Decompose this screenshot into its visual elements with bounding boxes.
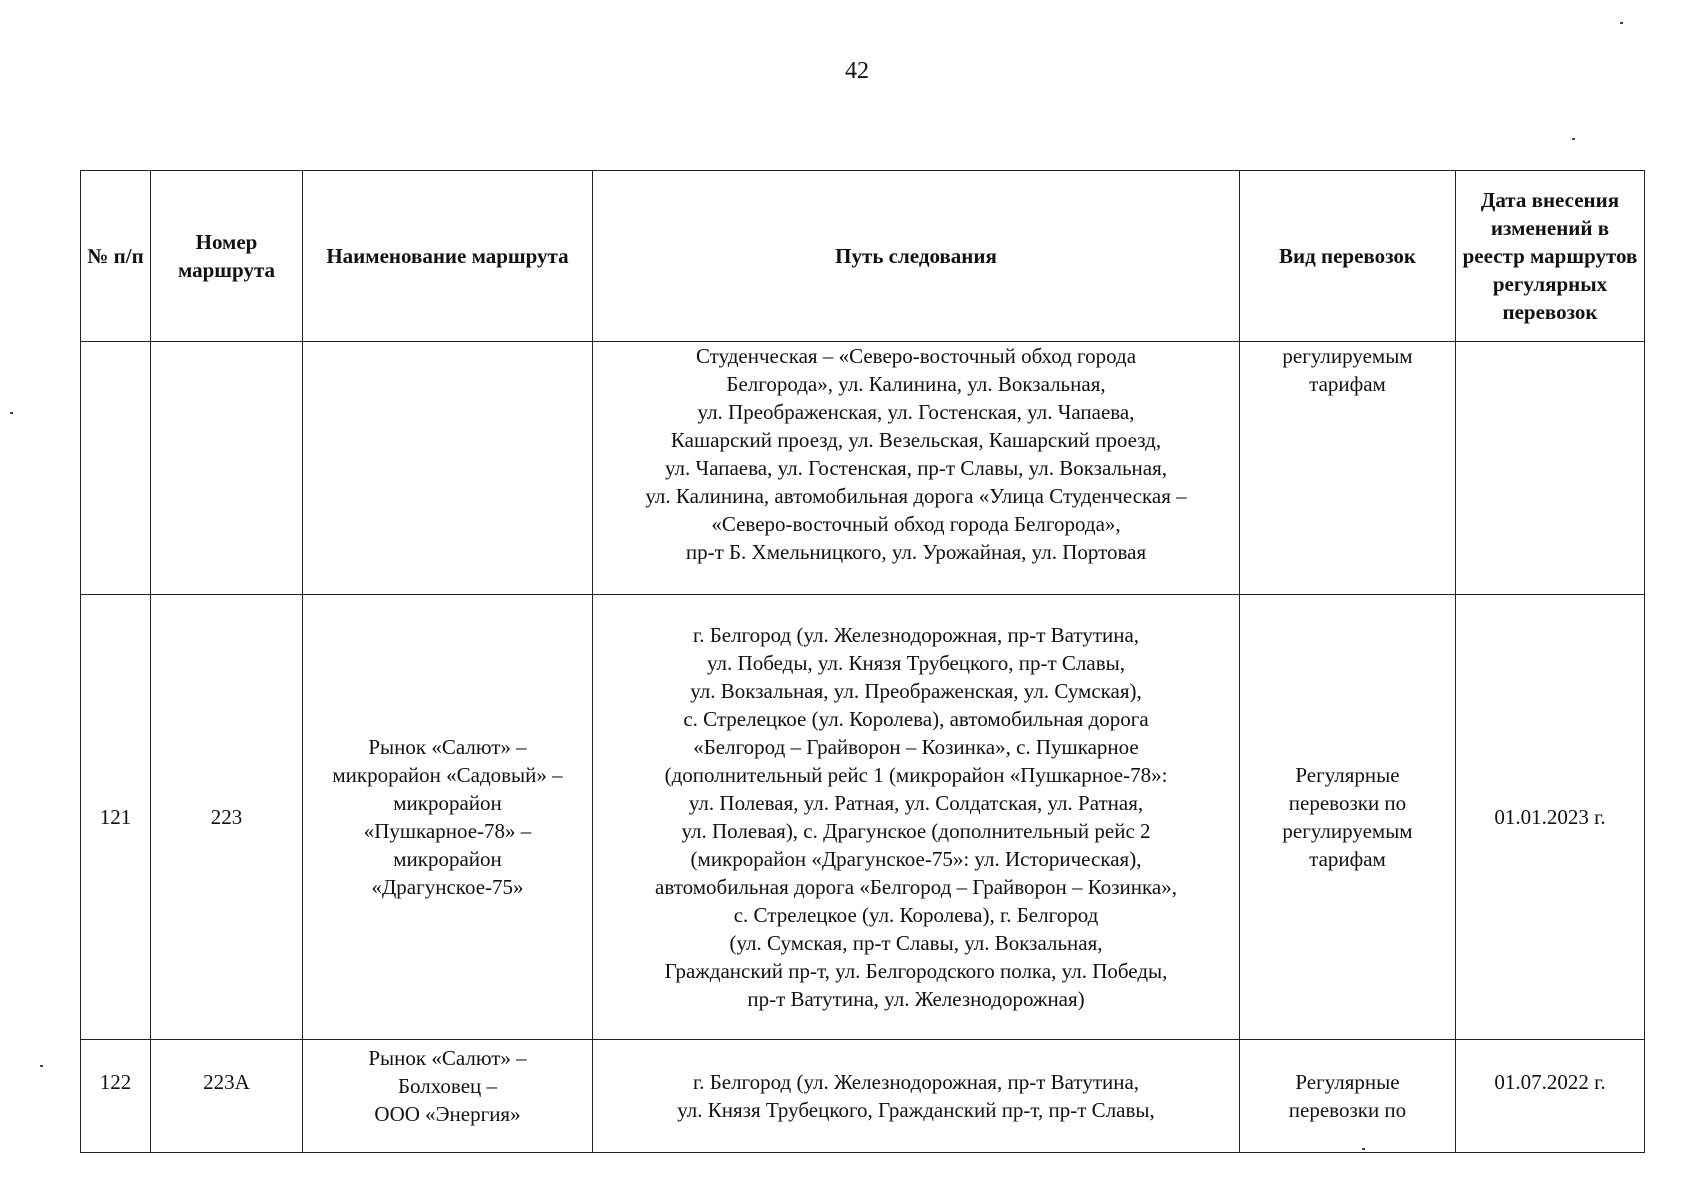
route-name-line: микрорайон [393, 847, 502, 871]
table-row [81, 595, 1645, 1040]
route-name-line: «Пушкарное-78» – [363, 819, 532, 843]
path-line: ул. Князя Трубецкого, Гражданский пр-т, пр-т Славы, [677, 1098, 1155, 1122]
routes-registry-table [80, 170, 1645, 1153]
cell-date: 01.01.2023 г. [1456, 595, 1645, 1040]
scan-speck [1362, 1148, 1365, 1150]
cell-route-number: 223 [151, 595, 303, 1040]
scan-speck [1620, 22, 1623, 24]
route-name-line: микрорайон [393, 791, 502, 815]
table-header-row [81, 171, 1645, 342]
path-line: Гражданский пр-т, ул. Белгородского полка, ул. Победы, [664, 959, 1168, 983]
path-line: Белгорода», ул. Калинина, ул. Вокзальная, [726, 372, 1106, 396]
path-line: с. Стрелецкое (ул. Королева), автомобильная дорога [683, 707, 1149, 731]
cell-num: 122 [81, 1040, 151, 1153]
transport-type-line: перевозки по [1288, 1098, 1407, 1122]
header-transport-type: Вид перевозок [1240, 171, 1456, 342]
route-name-line: Болховец – [397, 1074, 498, 1098]
route-name-line: «Драгунское-75» [371, 875, 524, 899]
scan-speck [40, 1065, 43, 1067]
transport-type-line: тарифам [1309, 847, 1386, 871]
path-line: ул. Победы, ул. Князя Трубецкого, пр-т Славы, [706, 651, 1126, 675]
path-line: с. Стрелецкое (ул. Королева), г. Белгород [733, 903, 1099, 927]
cell-route-name [303, 342, 593, 595]
cell-num [81, 342, 151, 595]
cell-route-name [303, 1040, 593, 1153]
header-num: № п/п [81, 171, 151, 342]
path-line: г. Белгород (ул. Железнодорожная, пр-т Ватутина, [692, 623, 1140, 647]
cell-transport-type [1240, 595, 1456, 1040]
header-route-number: Номер маршрута [151, 171, 303, 342]
cell-path [593, 1040, 1240, 1153]
table-row [81, 342, 1645, 595]
transport-type-line: Регулярные [1295, 763, 1400, 787]
path-line: ул. Чапаева, ул. Гостенская, пр-т Славы, ул. Вокзальная, [664, 456, 1167, 480]
transport-type-line: регулируемым [1282, 819, 1413, 843]
cell-date: 01.07.2022 г. [1456, 1040, 1645, 1153]
cell-path [593, 342, 1240, 595]
cell-path [593, 595, 1240, 1040]
path-line: Кашарский проезд, ул. Везельская, Кашарский проезд, [670, 428, 1162, 452]
page-number: 42 [845, 58, 869, 84]
route-name-line: микрорайон «Садовый» – [332, 763, 563, 787]
path-line: Студенческая – «Северо-восточный обход города [695, 344, 1137, 368]
scan-speck [1572, 138, 1575, 140]
transport-type-line: тарифам [1309, 372, 1386, 396]
path-line: автомобильная дорога «Белгород – Грайворон – Козинка», [655, 875, 1177, 899]
path-line: (микрорайон «Драгунское-75»: ул. Историческая), [690, 847, 1142, 871]
transport-type-line: регулируемым [1282, 344, 1413, 368]
path-line: ул. Полевая), с. Драгунское (дополнительный рейс 2 [681, 819, 1151, 843]
path-line: (дополнительный рейс 1 (микрорайон «Пушкарное-78»: [664, 763, 1168, 787]
route-name-line: Рынок «Салют» – [368, 735, 527, 759]
path-line: ул. Вокзальная, ул. Преображенская, ул. Сумская), [690, 679, 1142, 703]
path-line: (ул. Сумская, пр-т Славы, ул. Вокзальная, [729, 931, 1103, 955]
path-line: ул. Преображенская, ул. Гостенская, ул. Чапаева, [697, 400, 1135, 424]
path-line: пр-т Ватутина, ул. Железнодорожная) [747, 987, 1085, 1011]
cell-route-number [151, 342, 303, 595]
path-line: «Белгород – Грайворон – Козинка», с. Пушкарное [693, 735, 1139, 759]
cell-route-number: 223А [151, 1040, 303, 1153]
header-route-name: Наименование маршрута [303, 171, 593, 342]
cell-route-name [303, 595, 593, 1040]
path-line: ул. Калинина, автомобильная дорога «Улица Студенческая – [645, 484, 1187, 508]
transport-type-line: Регулярные [1295, 1070, 1400, 1094]
header-path: Путь следования [593, 171, 1240, 342]
route-name-line: ООО «Энергия» [374, 1102, 521, 1126]
cell-transport-type [1240, 1040, 1456, 1153]
cell-date [1456, 342, 1645, 595]
cell-transport-type [1240, 342, 1456, 595]
path-line: «Северо-восточный обход города Белгорода», [711, 512, 1121, 536]
table-row [81, 1040, 1645, 1153]
route-name-line: Рынок «Салют» – [368, 1046, 527, 1070]
path-line: г. Белгород (ул. Железнодорожная, пр-т Ватутина, [692, 1070, 1140, 1094]
cell-num: 121 [81, 595, 151, 1040]
transport-type-line: перевозки по [1288, 791, 1407, 815]
path-line: пр-т Б. Хмельницкого, ул. Урожайная, ул. Портовая [685, 540, 1147, 564]
header-date: Дата внесения изменений в реестр маршрутов регулярных перевозок [1456, 171, 1645, 342]
scan-speck [10, 412, 13, 414]
path-line: ул. Полевая, ул. Ратная, ул. Солдатская, ул. Ратная, [688, 791, 1144, 815]
